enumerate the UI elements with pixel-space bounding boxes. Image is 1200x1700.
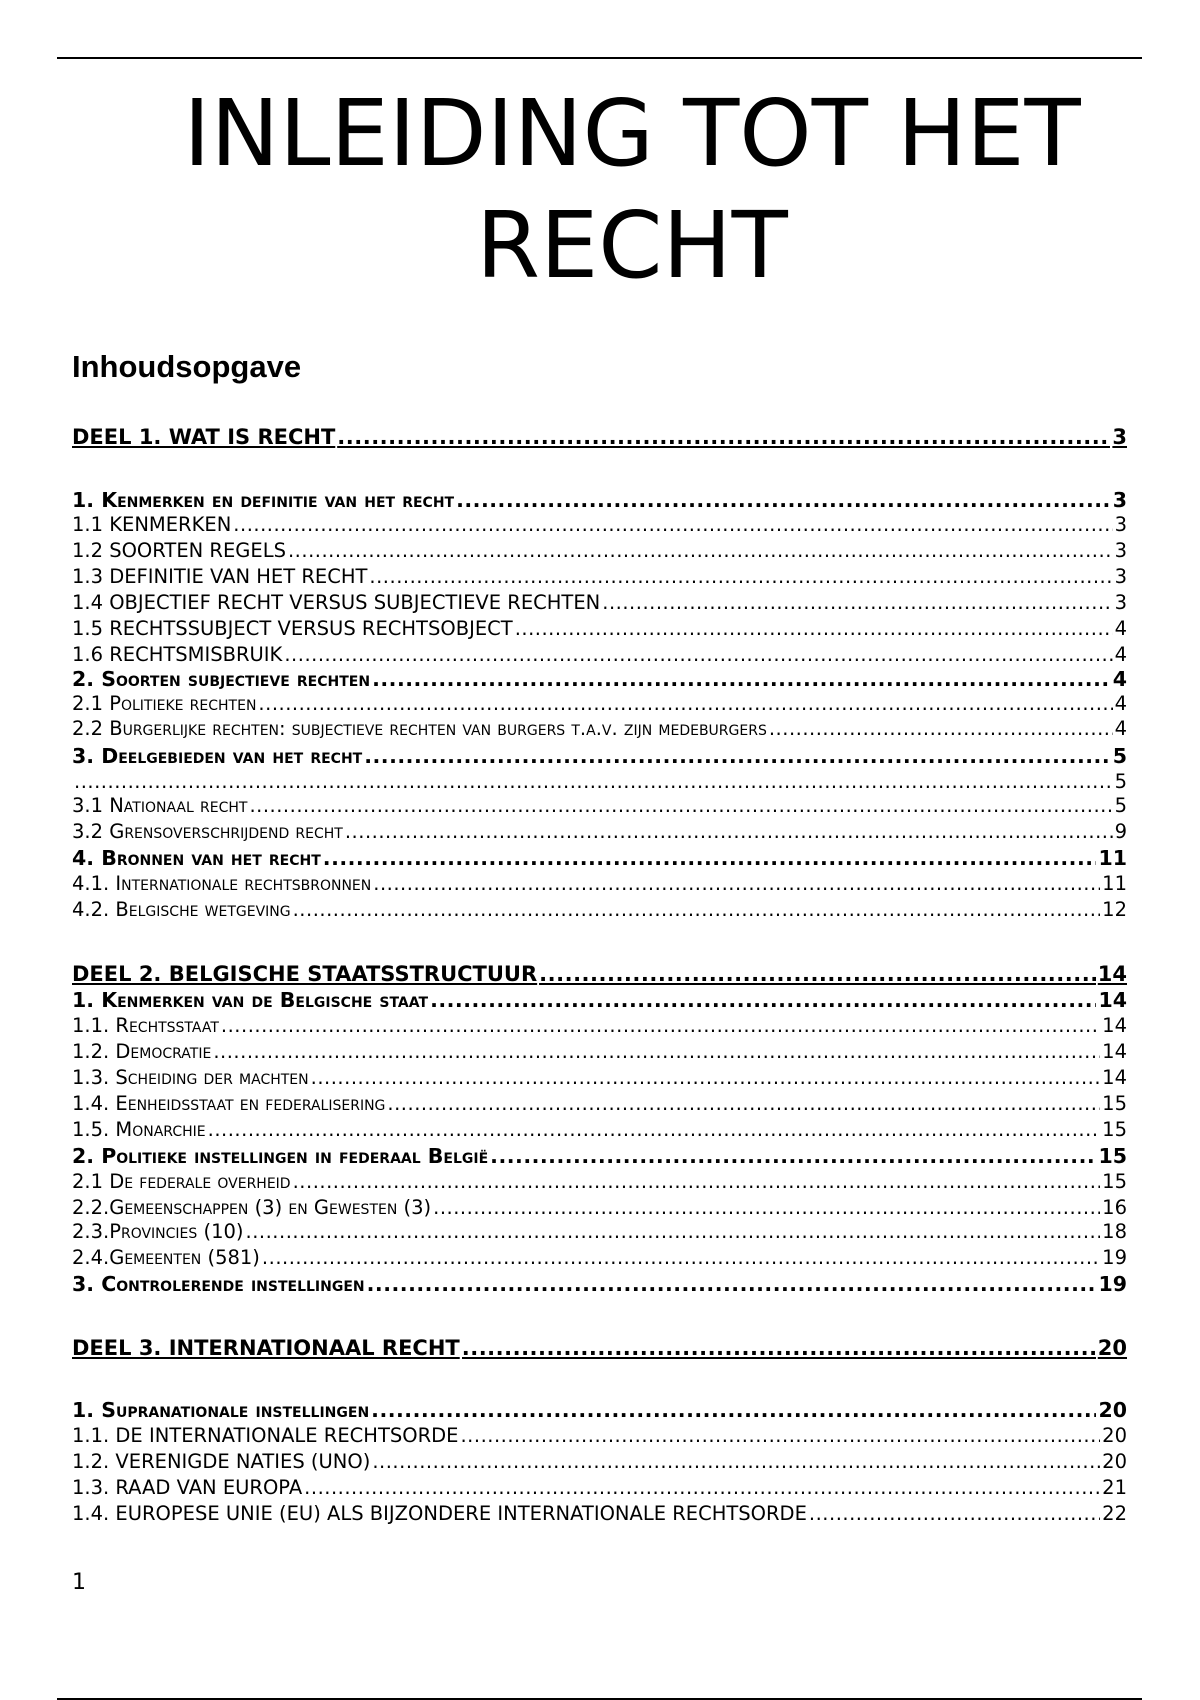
toc-entry-label: 1.3. Scheiding der machten bbox=[72, 1066, 309, 1089]
toc-entry[interactable] bbox=[72, 617, 1127, 641]
toc-entry[interactable] bbox=[72, 1118, 1127, 1142]
toc-entry[interactable] bbox=[72, 1450, 1127, 1474]
toc-leader-dots bbox=[462, 1336, 1096, 1360]
toc-entry-label: 3. Controlerende instellingen bbox=[72, 1272, 365, 1296]
toc-entry-label: DEEL 3. INTERNATIONAAL RECHT bbox=[72, 1336, 460, 1360]
toc-entry[interactable] bbox=[72, 988, 1127, 1012]
toc-entry-label: 3.1 Nationaal recht bbox=[72, 794, 248, 817]
toc-entry-label: 2. Soorten subjectieve rechten bbox=[72, 667, 371, 691]
toc-leader-dots bbox=[371, 1398, 1096, 1422]
toc-entry[interactable] bbox=[72, 770, 1127, 794]
toc-entry-label: 3.2 Grensoverschrijdend recht bbox=[72, 820, 343, 843]
toc-entry-label: 1.5 RECHTSSUBJECT VERSUS RECHTSOBJECT bbox=[72, 617, 513, 640]
toc-entry[interactable] bbox=[72, 692, 1127, 716]
toc-entry-label: 1.4. Eenheidsstaat en federalisering bbox=[72, 1092, 386, 1115]
document-title: INLEIDING TOT HET RECHT bbox=[183, 80, 1081, 299]
toc-entry[interactable] bbox=[72, 667, 1127, 691]
toc-leader-dots bbox=[311, 1066, 1101, 1090]
toc-leader-dots bbox=[293, 898, 1101, 922]
toc-entry-label: 2.2 Burgerlijke rechten: subjectieve rechten van burgers t.a.v. zijn medeburgers bbox=[72, 717, 767, 740]
page-number: 1 bbox=[72, 1570, 86, 1595]
toc-entry[interactable] bbox=[72, 1196, 1127, 1220]
toc-heading: Inhoudsopgave bbox=[72, 349, 302, 384]
toc-entry-page: 4 bbox=[1114, 617, 1127, 640]
toc-entry-label: 3. Deelgebieden van het recht bbox=[72, 744, 363, 768]
toc-entry-page: 3 bbox=[1114, 565, 1127, 588]
toc-entry-page: 3 bbox=[1112, 425, 1127, 449]
toc-entry-page: 4 bbox=[1112, 667, 1127, 691]
toc-entry[interactable] bbox=[72, 846, 1127, 870]
toc-leader-dots bbox=[373, 872, 1100, 896]
toc-entry[interactable] bbox=[72, 425, 1127, 449]
toc-entry[interactable] bbox=[72, 898, 1127, 922]
toc-entry[interactable] bbox=[72, 717, 1127, 741]
toc-entry-label: 2.1 Politieke rechten bbox=[72, 692, 257, 715]
toc-entry-label: 1.2 SOORTEN REGELS bbox=[72, 539, 286, 562]
toc-leader-dots bbox=[809, 1502, 1100, 1526]
toc-entry-page: 9 bbox=[1114, 820, 1127, 843]
toc-entry-label: 2.3.Provincies (10) bbox=[72, 1220, 244, 1243]
toc-entry[interactable] bbox=[72, 1476, 1127, 1500]
toc-entry[interactable] bbox=[72, 1246, 1127, 1270]
toc-entry-page: 19 bbox=[1102, 1246, 1127, 1269]
toc-leader-dots bbox=[490, 1144, 1096, 1168]
toc-leader-dots bbox=[246, 1220, 1101, 1244]
toc-leader-dots bbox=[345, 820, 1113, 844]
toc-entry[interactable] bbox=[72, 565, 1127, 589]
toc-leader-dots bbox=[433, 1196, 1100, 1220]
toc-entry-page: 14 bbox=[1098, 988, 1127, 1012]
toc-entry-label: 1.5. Monarchie bbox=[72, 1118, 206, 1141]
toc-entry-page: 5 bbox=[1114, 794, 1127, 817]
toc-entry-page: 14 bbox=[1102, 1066, 1127, 1089]
toc-entry-page: 4 bbox=[1114, 692, 1127, 715]
toc-leader-dots bbox=[364, 744, 1111, 768]
toc-entry-page: 3 bbox=[1114, 591, 1127, 614]
toc-leader-dots bbox=[539, 962, 1096, 986]
toc-leader-dots bbox=[769, 717, 1113, 741]
toc-entry-label: 4.1. Internationale rechtsbronnen bbox=[72, 872, 372, 895]
toc-entry-page: 15 bbox=[1098, 1144, 1127, 1168]
toc-entry-page: 5 bbox=[1112, 744, 1127, 768]
toc-entry[interactable] bbox=[72, 1220, 1127, 1244]
header-rule bbox=[57, 57, 1142, 59]
toc-entry-label: 1.1 KENMERKEN bbox=[72, 513, 232, 536]
toc-entry-page: 19 bbox=[1098, 1272, 1127, 1296]
toc-entry[interactable] bbox=[72, 513, 1127, 537]
toc-entry-label: 2.4.Gemeenten (581) bbox=[72, 1246, 260, 1269]
toc-entry[interactable] bbox=[72, 1040, 1127, 1064]
toc-entry[interactable] bbox=[72, 1336, 1127, 1360]
toc-entry[interactable] bbox=[72, 1092, 1127, 1116]
toc-leader-dots bbox=[515, 617, 1113, 641]
toc-entry[interactable] bbox=[72, 539, 1127, 563]
toc-leader-dots bbox=[460, 1424, 1100, 1448]
toc-entry-label: 4.2. Belgische wetgeving bbox=[72, 898, 291, 921]
toc-entry-label: 1.3 DEFINITIE VAN HET RECHT bbox=[72, 565, 368, 588]
toc-leader-dots bbox=[369, 565, 1112, 589]
toc-entry-label: 1.3. RAAD VAN EUROPA bbox=[72, 1476, 303, 1499]
toc-entry-page: 5 bbox=[1114, 770, 1127, 793]
toc-entry[interactable] bbox=[72, 962, 1127, 986]
toc-entry-label: 1.4. EUROPESE UNIE (EU) ALS BIJZONDERE INTERNATIONALE RECHTSORDE bbox=[72, 1502, 807, 1525]
toc-entry[interactable] bbox=[72, 1502, 1127, 1526]
toc-entry-label: DEEL 1. WAT IS RECHT bbox=[72, 425, 336, 449]
toc-entry-label: 4. Bronnen van het recht bbox=[72, 846, 321, 870]
toc-entry-page: 12 bbox=[1102, 898, 1127, 921]
toc-entry[interactable] bbox=[72, 820, 1127, 844]
toc-leader-dots bbox=[249, 794, 1112, 818]
toc-leader-dots bbox=[233, 513, 1112, 537]
toc-leader-dots bbox=[208, 1118, 1101, 1142]
toc-entry-label: 2.1 De federale overheid bbox=[72, 1170, 291, 1193]
toc-entry-label: 1.2. VERENIGDE NATIES (UNO) bbox=[72, 1450, 371, 1473]
toc-entry[interactable] bbox=[72, 1398, 1127, 1422]
toc-entry-page: 22 bbox=[1102, 1502, 1127, 1525]
toc-entry-page: 15 bbox=[1102, 1118, 1127, 1141]
toc-entry-label: 1.2. Democratie bbox=[72, 1040, 212, 1063]
toc-leader-dots bbox=[372, 667, 1111, 691]
toc-leader-dots bbox=[337, 425, 1110, 449]
toc-entry-label: 1.1. Rechtsstaat bbox=[72, 1014, 219, 1037]
toc-entry-page: 18 bbox=[1102, 1220, 1127, 1243]
toc-leader-dots bbox=[213, 1040, 1100, 1064]
toc-entry-page: 21 bbox=[1102, 1476, 1127, 1499]
toc-leader-dots bbox=[372, 1450, 1100, 1474]
toc-entry-label: 2. Politieke instellingen in federaal België bbox=[72, 1144, 489, 1168]
toc-entry-label: 1. Kenmerken van de Belgische staat bbox=[72, 988, 429, 1012]
toc-leader-dots bbox=[304, 1476, 1100, 1500]
toc-entry-page: 11 bbox=[1102, 872, 1127, 895]
toc-entry[interactable] bbox=[72, 1014, 1127, 1038]
toc-entry-page: 16 bbox=[1102, 1196, 1127, 1219]
toc-entry-label: 1.4 OBJECTIEF RECHT VERSUS SUBJECTIEVE RECHTEN bbox=[72, 591, 601, 614]
toc-entry-page: 14 bbox=[1102, 1014, 1127, 1037]
toc-entry-label: 1. Kenmerken en definitie van het recht bbox=[72, 488, 455, 512]
toc-leader-dots bbox=[288, 539, 1113, 563]
toc-leader-dots bbox=[456, 488, 1111, 512]
toc-leader-dots bbox=[387, 1092, 1100, 1116]
toc-leader-dots bbox=[262, 1246, 1100, 1270]
toc-leader-dots bbox=[74, 770, 1113, 794]
toc-entry[interactable] bbox=[72, 794, 1127, 818]
toc-entry-label: 1. Supranationale instellingen bbox=[72, 1398, 370, 1422]
toc-entry-label: 1.1. DE INTERNATIONALE RECHTSORDE bbox=[72, 1424, 459, 1447]
toc-entry-page: 20 bbox=[1097, 1336, 1127, 1360]
toc-entry[interactable] bbox=[72, 1066, 1127, 1090]
toc-leader-dots bbox=[367, 1272, 1097, 1296]
toc-entry-label: 2.2.Gemeenschappen (3) en Gewesten (3) bbox=[72, 1196, 432, 1219]
toc-leader-dots bbox=[293, 1170, 1101, 1194]
toc-entry-label: 1.6 RECHTSMISBRUIK bbox=[72, 643, 283, 666]
toc-entry-page: 15 bbox=[1102, 1092, 1127, 1115]
toc-leader-dots bbox=[221, 1014, 1100, 1038]
toc-entry-page: 3 bbox=[1114, 513, 1127, 536]
toc-entry[interactable] bbox=[72, 872, 1127, 896]
toc-entry[interactable] bbox=[72, 591, 1127, 615]
toc-entry-page: 11 bbox=[1098, 846, 1127, 870]
toc-leader-dots bbox=[258, 692, 1112, 716]
toc-leader-dots bbox=[323, 846, 1097, 870]
toc-entry[interactable] bbox=[72, 1170, 1127, 1194]
toc-entry-page: 20 bbox=[1102, 1424, 1127, 1447]
toc-leader-dots bbox=[284, 643, 1112, 667]
toc-entry-page: 4 bbox=[1114, 717, 1127, 740]
toc-leader-dots bbox=[602, 591, 1112, 615]
toc-entry[interactable] bbox=[72, 744, 1127, 768]
toc-entry[interactable] bbox=[72, 1144, 1127, 1168]
toc-entry-page: 3 bbox=[1114, 539, 1127, 562]
toc-entry-page: 4 bbox=[1114, 643, 1127, 666]
toc-entry-label: DEEL 2. BELGISCHE STAATSSTRUCTUUR bbox=[72, 962, 538, 986]
toc-entry-page: 3 bbox=[1112, 488, 1127, 512]
toc-entry-page: 14 bbox=[1097, 962, 1127, 986]
toc-entry[interactable] bbox=[72, 488, 1127, 512]
toc-entry-page: 15 bbox=[1102, 1170, 1127, 1193]
toc-leader-dots bbox=[430, 988, 1096, 1012]
toc-entry-page: 14 bbox=[1102, 1040, 1127, 1063]
toc-entry[interactable] bbox=[72, 1272, 1127, 1296]
toc-entry-page: 20 bbox=[1098, 1398, 1127, 1422]
toc-entry-page: 20 bbox=[1102, 1450, 1127, 1473]
toc-entry[interactable] bbox=[72, 643, 1127, 667]
toc-entry[interactable] bbox=[72, 1424, 1127, 1448]
